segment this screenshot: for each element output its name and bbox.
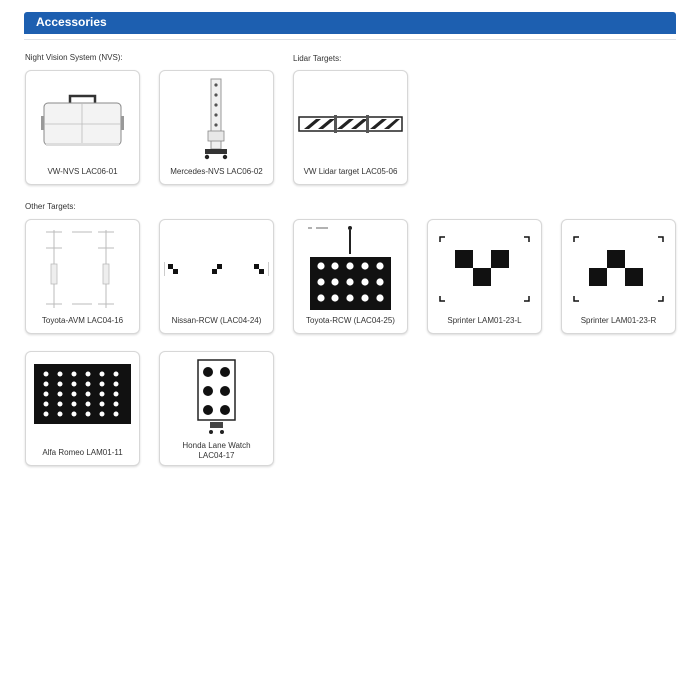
toyota-rcw-target-image <box>294 220 407 312</box>
mercedes-nvs-stand-image <box>160 71 273 163</box>
product-name: Sprinter LAM01-23-R <box>580 316 657 325</box>
toyota-avm-target-image <box>26 220 139 312</box>
product-name: Sprinter LAM01-23-L <box>447 316 522 325</box>
header-title: Accessories <box>36 15 107 29</box>
product-name: Mercedes-NVS LAC06-02 <box>170 167 263 176</box>
product-card-mercedes-nvs[interactable] <box>159 70 274 185</box>
product-card-vw-lidar[interactable] <box>293 70 408 185</box>
product-card-sprinter-l[interactable] <box>427 219 542 334</box>
vw-nvs-case-image <box>26 71 139 163</box>
product-card-vw-nvs[interactable] <box>25 70 140 185</box>
product-card-honda-lane-watch[interactable] <box>159 351 274 466</box>
header-divider <box>24 39 676 40</box>
honda-lane-watch-target-image <box>160 352 273 444</box>
sprinter-r-target-image <box>562 220 675 312</box>
section-label-nvs: Night Vision System (NVS): <box>25 53 123 62</box>
product-name: Toyota-AVM LAC04-16 <box>41 316 124 325</box>
product-card-toyota-avm[interactable] <box>25 219 140 334</box>
product-name: Honda Lane Watch LAC04-17 <box>182 441 251 460</box>
product-name: Nissan-RCW (LAC04-24) <box>171 316 262 325</box>
product-name: VW Lidar target LAC05-06 <box>303 167 398 176</box>
accessories-header <box>24 12 676 34</box>
product-card-toyota-rcw[interactable] <box>293 219 408 334</box>
section-label-other: Other Targets: <box>25 202 76 211</box>
section-label-lidar: Lidar Targets: <box>293 54 342 63</box>
nissan-rcw-target-image <box>160 220 273 312</box>
product-card-alfa-romeo[interactable] <box>25 351 140 466</box>
product-name: Alfa Romeo LAM01-11 <box>42 448 123 457</box>
product-name: Toyota-RCW (LAC04-25) <box>306 316 395 325</box>
vw-lidar-target-image <box>294 71 407 163</box>
product-card-sprinter-r[interactable] <box>561 219 676 334</box>
alfa-romeo-target-image <box>26 352 139 444</box>
sprinter-l-target-image <box>428 220 541 312</box>
product-card-nissan-rcw[interactable] <box>159 219 274 334</box>
product-name: VW-NVS LAC06-01 <box>47 167 118 176</box>
